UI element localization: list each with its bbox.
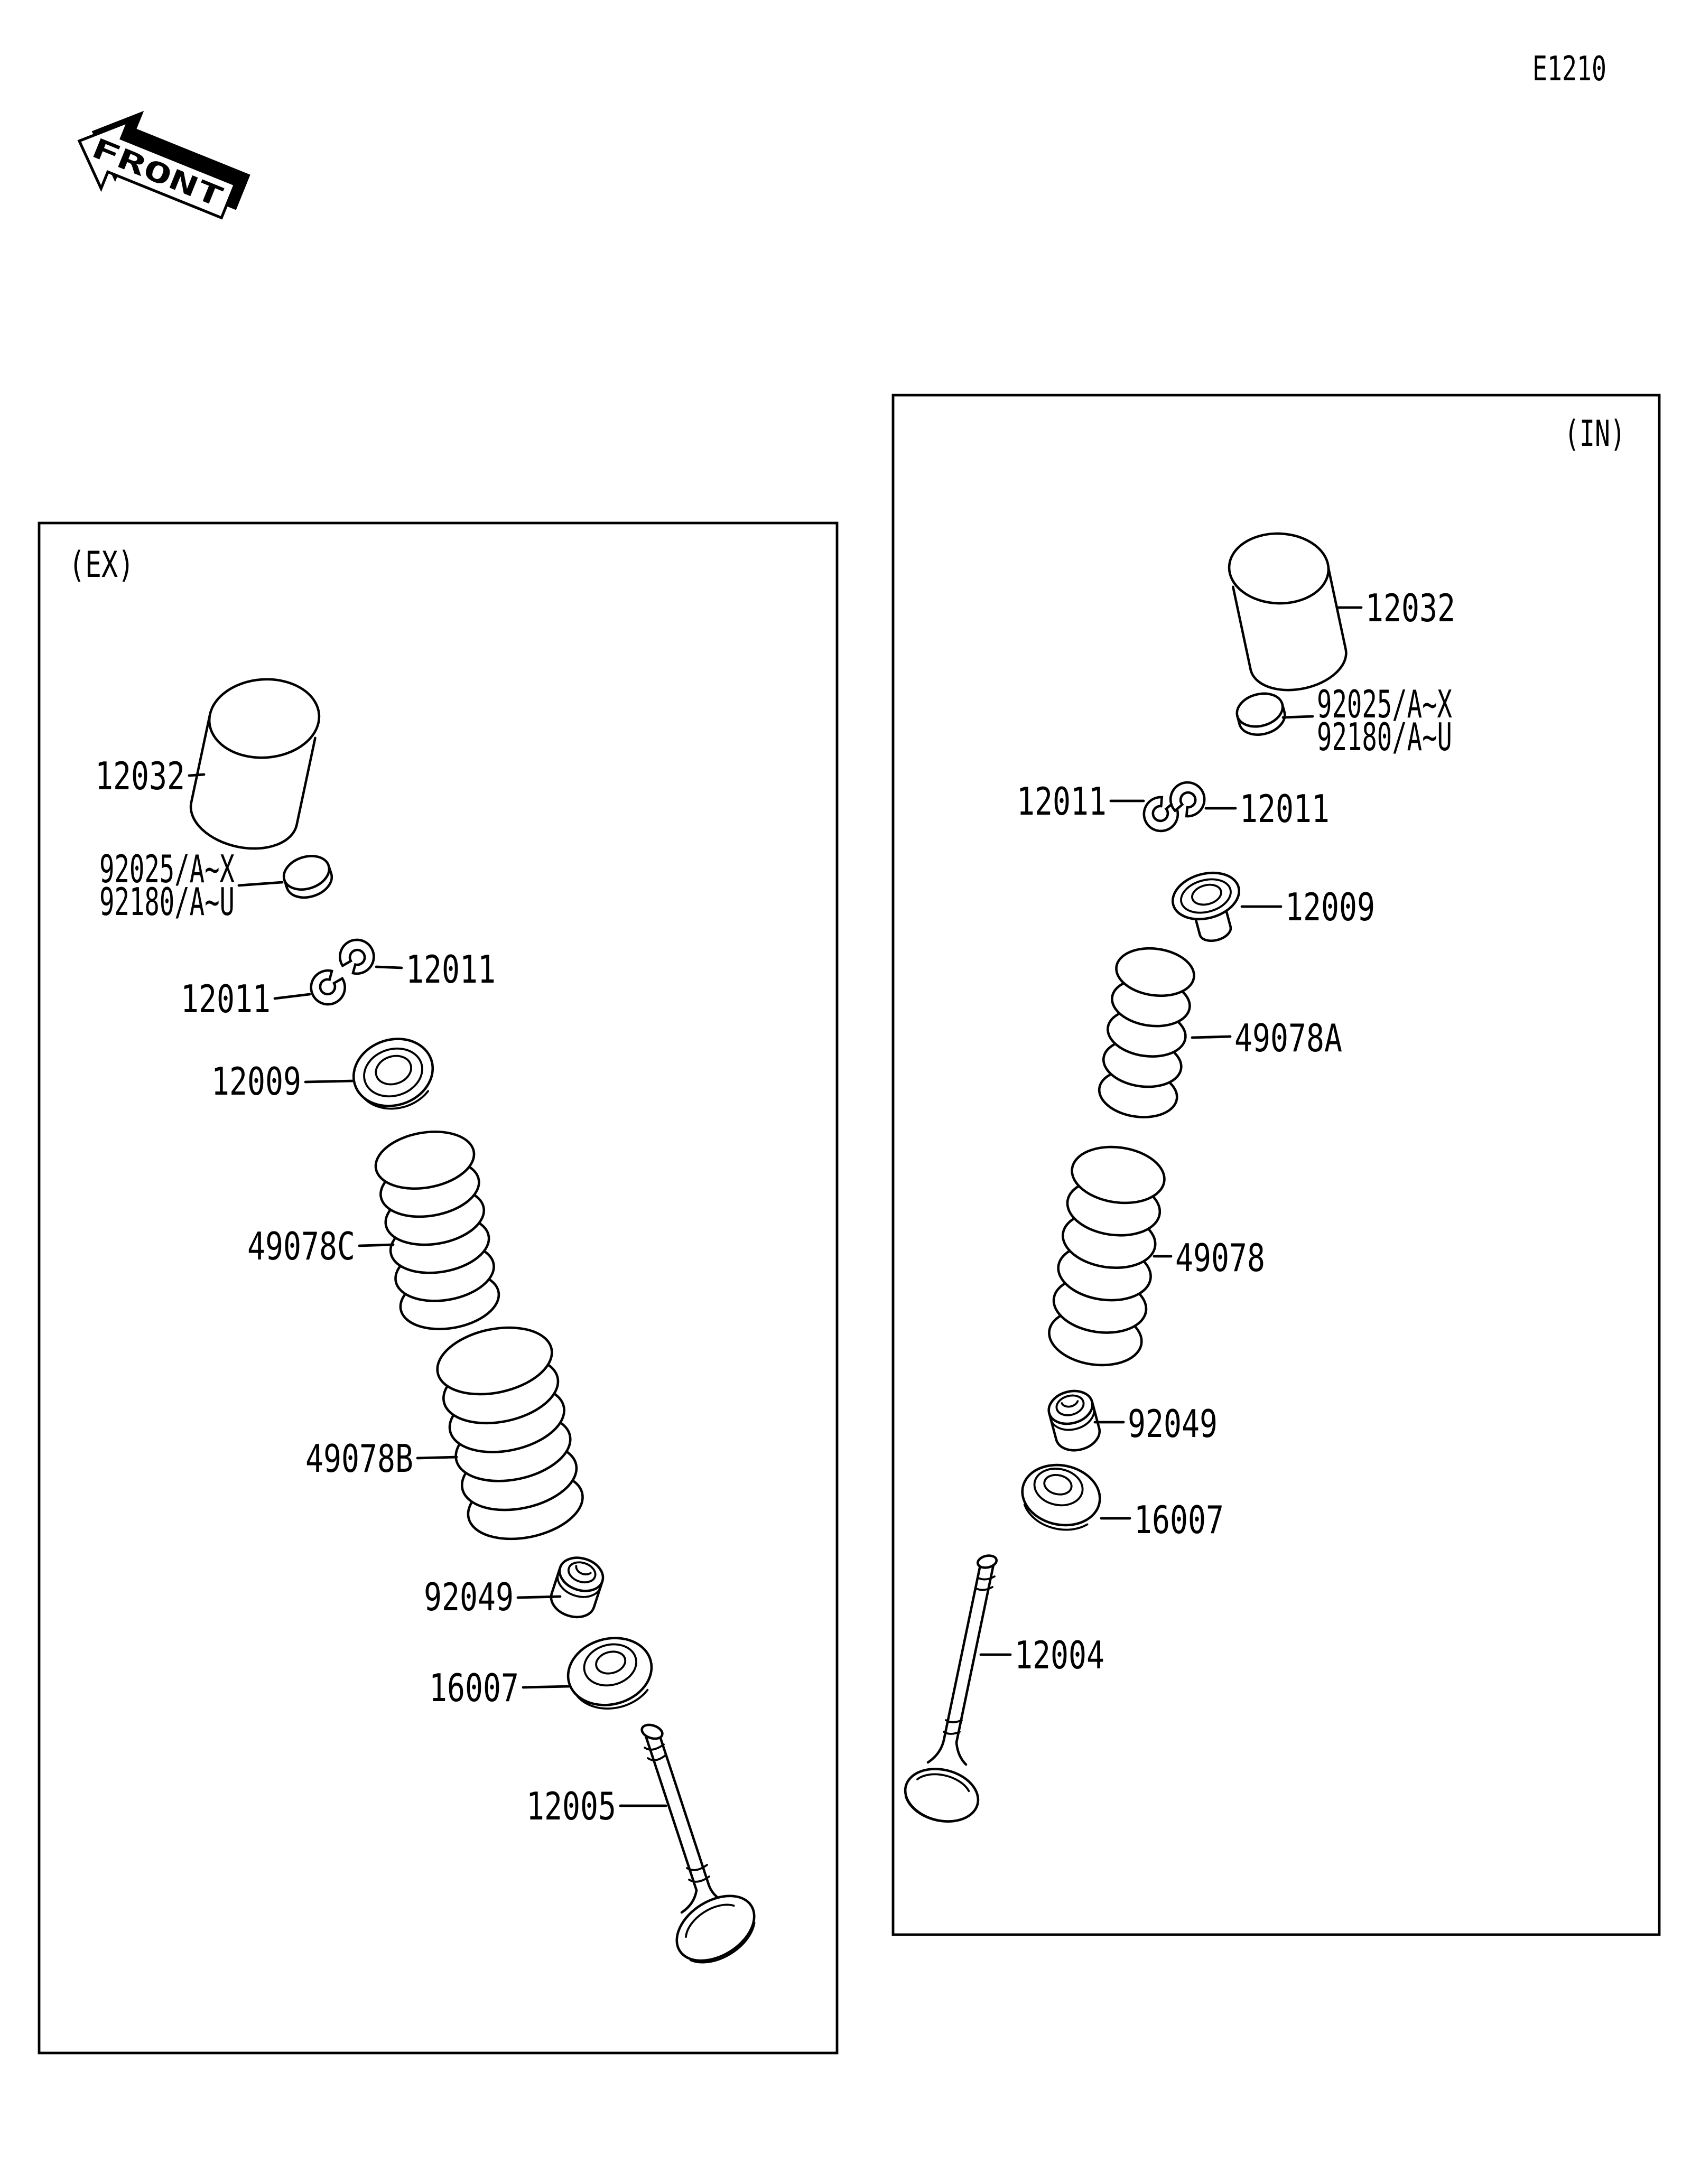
- ex-shim-leader: [239, 882, 282, 885]
- in-inner-spring-drawing: [1096, 944, 1197, 1122]
- ex-outer-spring-leader: [417, 1457, 457, 1458]
- in-keepers-drawing: [1137, 776, 1212, 838]
- ex-seat-leader: [523, 1686, 570, 1687]
- ex-tappet-leader: [189, 774, 204, 776]
- ex-keeper-left-label: 12011: [181, 977, 271, 1021]
- ex-outer-spring-drawing: [431, 1318, 589, 1548]
- in-section: [893, 395, 1659, 1935]
- in-shim-leader: [1283, 716, 1313, 717]
- in-seat-drawing: [1016, 1458, 1105, 1536]
- ex-seal-drawing: [547, 1552, 607, 1622]
- ex-seal-label: 92049: [424, 1575, 514, 1619]
- ex-section: [39, 523, 837, 2053]
- in-inner-spring-label: 49078A: [1234, 1016, 1342, 1060]
- ex-seal-leader: [518, 1597, 560, 1598]
- page-code: E1210: [1532, 50, 1606, 89]
- in-tappet-label: 12032: [1365, 586, 1455, 630]
- ex-inner-spring-label: 49078C: [247, 1224, 355, 1268]
- ex-section-label: (EX): [69, 544, 134, 586]
- ex-keeper-left-leader: [275, 994, 310, 998]
- in-shim-drawing: [1233, 689, 1289, 740]
- ex-shim-label-row1: 92025/A~X: [99, 847, 235, 891]
- ex-inner-spring-drawing: [371, 1124, 503, 1336]
- in-tappet-drawing: [1214, 512, 1360, 700]
- ex-seat-label: 16007: [429, 1666, 519, 1710]
- in-section-label: (IN): [1564, 413, 1625, 455]
- in-seat-label: 16007: [1134, 1498, 1224, 1542]
- in-outer-spring-label: 49078: [1175, 1236, 1265, 1280]
- ex-tappet-label: 12032: [95, 754, 185, 798]
- ex-tappet-drawing: [175, 654, 338, 860]
- in-valve-drawing: [899, 1554, 998, 1829]
- ex-shim-label-row2: 92180/A~U: [99, 880, 235, 924]
- in-inner-spring-leader: [1192, 1037, 1230, 1038]
- ex-keeper-right-leader: [376, 967, 402, 968]
- ex-shim-drawing: [280, 851, 336, 903]
- in-keeper-left-label: 12011: [1017, 779, 1107, 824]
- ex-inner-spring-leader: [359, 1245, 393, 1246]
- ex-retainer-drawing: [345, 1029, 443, 1119]
- in-keeper-right-label: 12011: [1240, 787, 1330, 831]
- ex-retainer-label: 12009: [211, 1059, 301, 1104]
- in-seal-label: 92049: [1128, 1402, 1218, 1446]
- in-section-frame: [893, 395, 1659, 1935]
- ex-valve-label: 12005: [526, 1784, 616, 1828]
- ex-keeper-right-label: 12011: [406, 947, 496, 992]
- ex-retainer-leader: [305, 1081, 353, 1082]
- front-arrow-icon: [66, 95, 256, 238]
- in-seal-drawing: [1045, 1386, 1103, 1455]
- ex-valve-drawing: [640, 1722, 767, 1976]
- in-valve-label: 12004: [1015, 1633, 1104, 1677]
- ex-keepers-drawing: [305, 934, 380, 1011]
- in-outer-spring-drawing: [1045, 1141, 1168, 1370]
- in-shim-label-row1: 92025/A~X: [1317, 682, 1452, 726]
- in-retainer-label: 12009: [1285, 885, 1375, 929]
- front-arrow-label: FRONT: [87, 132, 175, 193]
- ex-outer-spring-label: 49078B: [305, 1436, 413, 1481]
- in-retainer-drawing: [1167, 866, 1250, 949]
- in-shim-label-row2: 92180/A~U: [1317, 715, 1452, 759]
- ex-seat-drawing: [561, 1629, 661, 1718]
